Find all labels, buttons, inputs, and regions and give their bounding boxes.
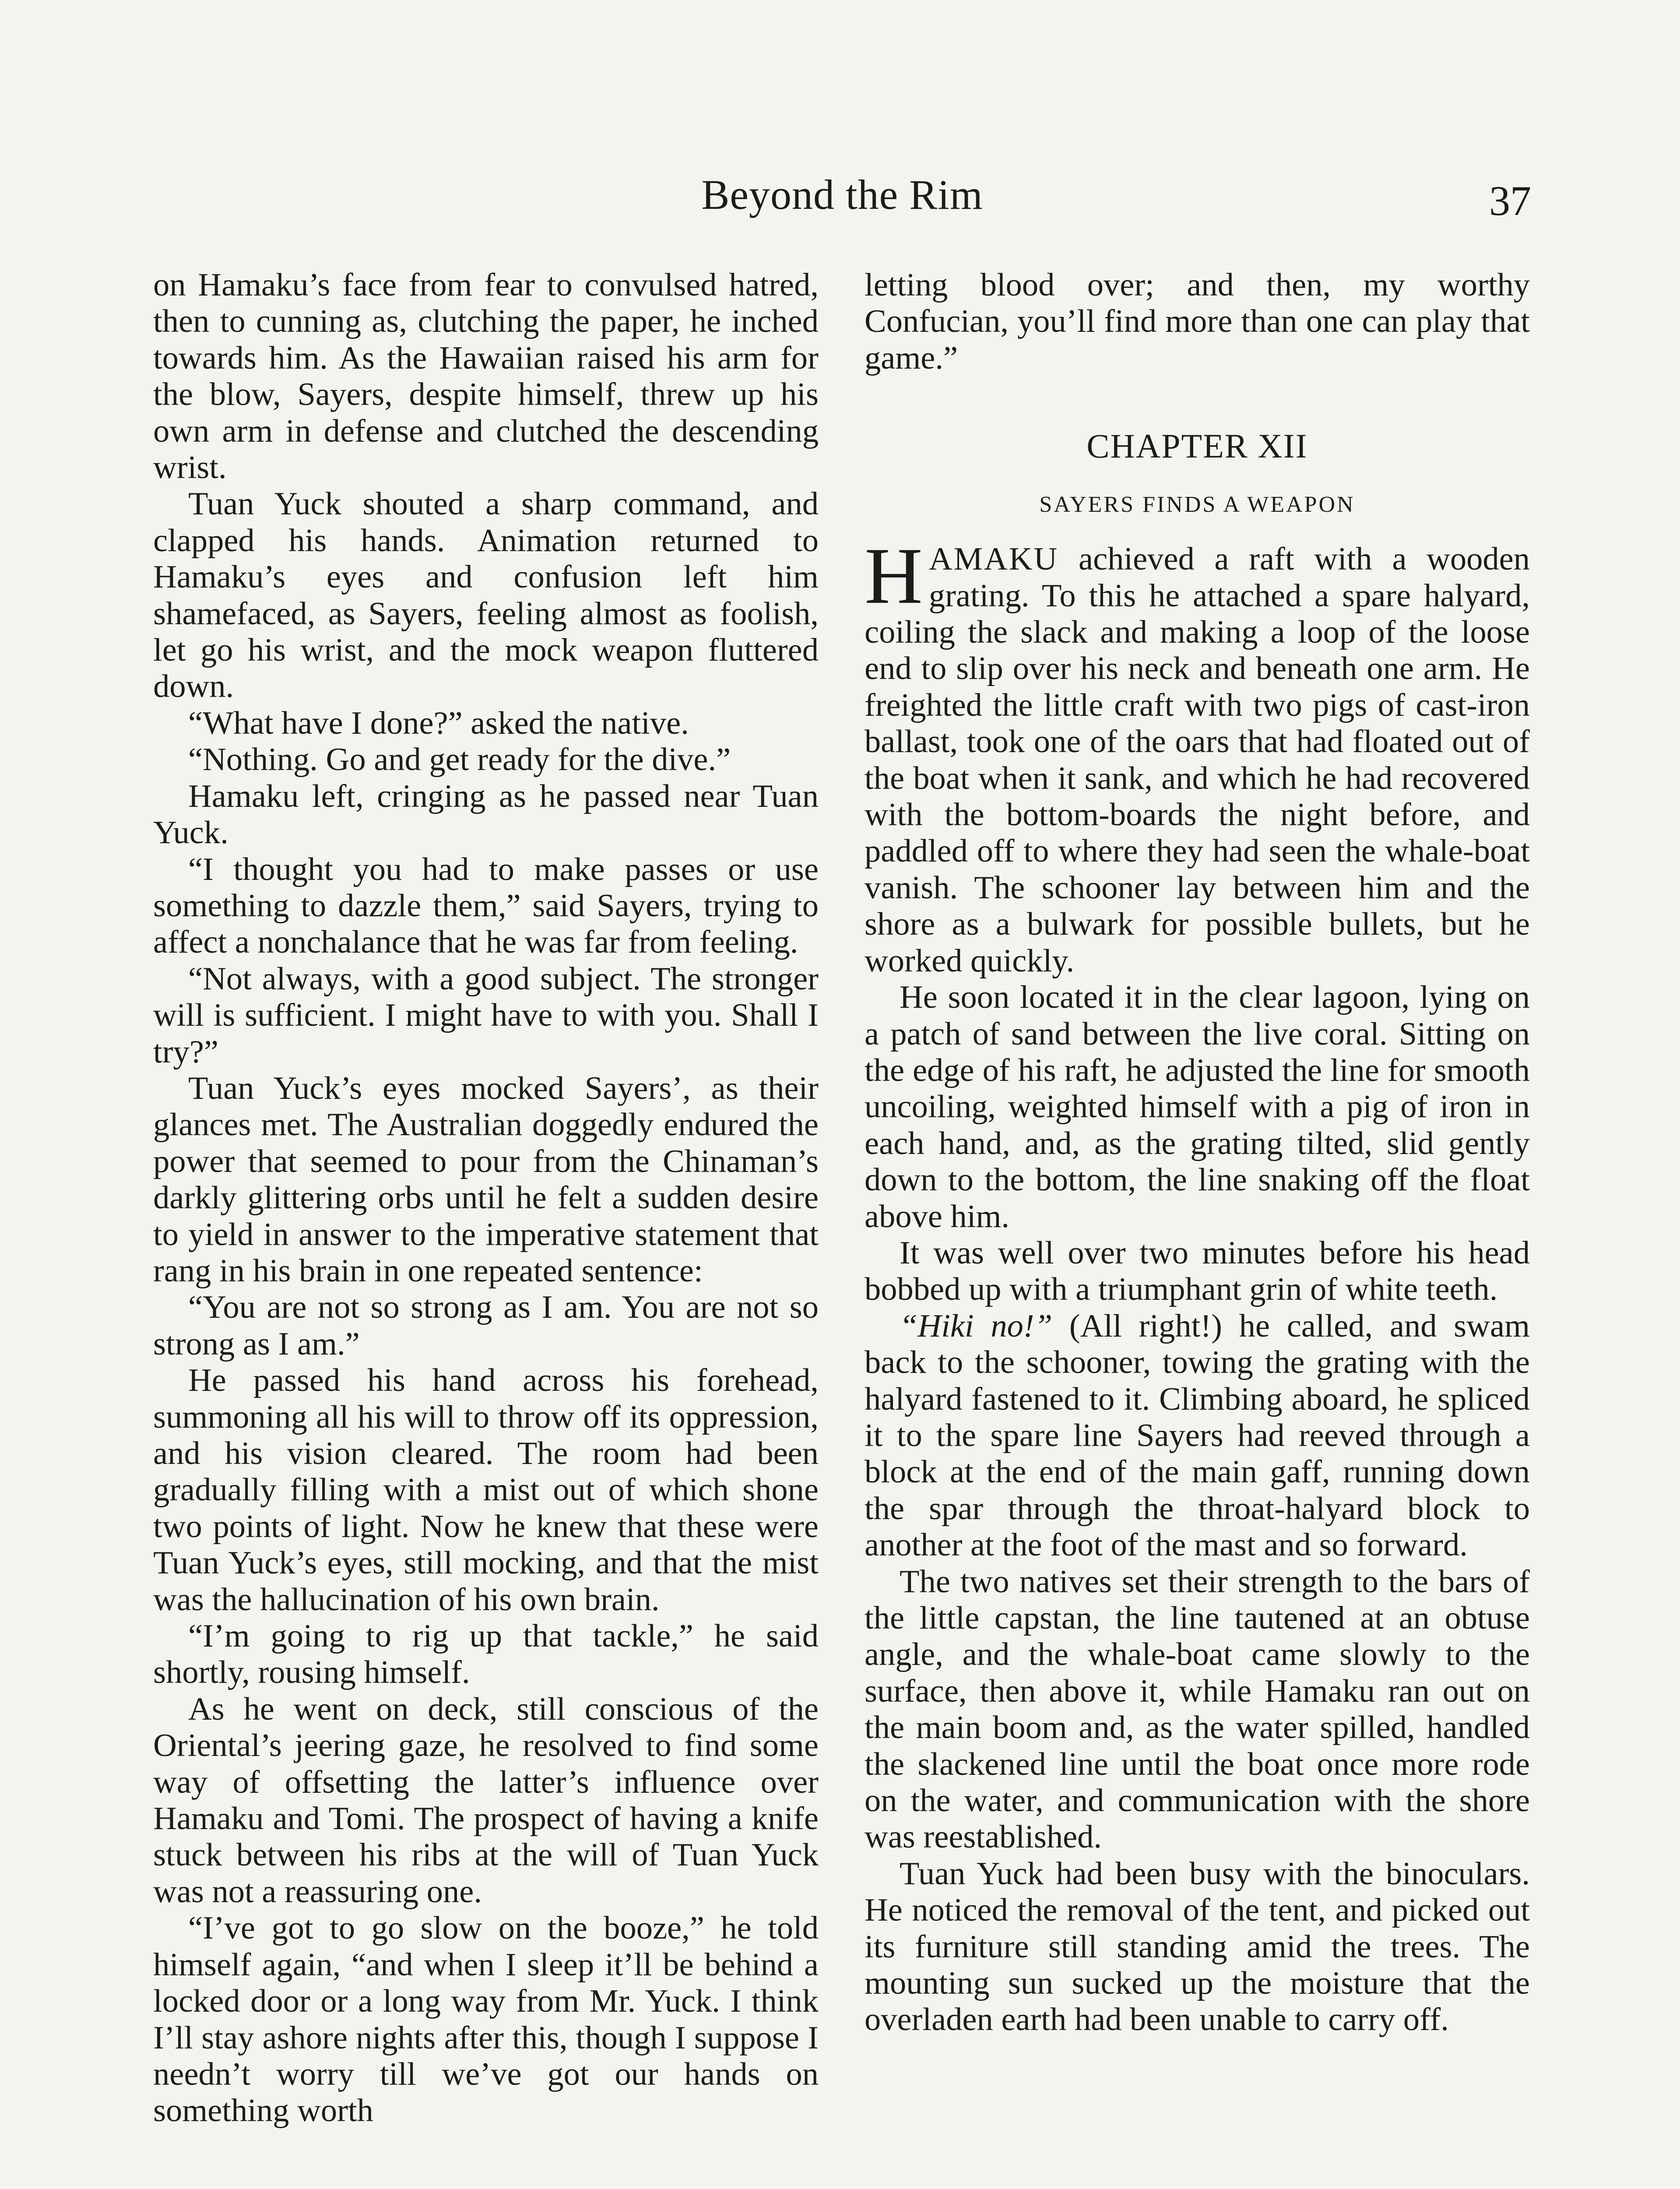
paragraph: He passed his hand across his forehead, summoning all his will to throw off its oppression, and his vision cleared. The room had been gradually filling with a mist out of which shone two points of light. Now he knew that these were Tuan Yuck’s eyes, still mocking, and that the mist was the hallucination of his own brain. [153,1362,819,1618]
paragraph: Tuan Yuck had been busy with the binoculars. He noticed the removal of the tent, and picked out its furniture still standing amid the trees. The mounting sun sucked up the moisture that the overladen earth had been unable to carry off. [865,1855,1530,2038]
paragraph: Hamaku left, cringing as he passed near Tuan Yuck. [153,778,819,851]
drop-cap: H [865,531,923,621]
chapter-subtitle: SAYERS FINDS A WEAPON [1039,492,1355,517]
paragraph: “I thought you had to make passes or use something to dazzle them,” said Sayers, trying to affect a nonchalance that he was far from feeling. [153,851,819,961]
paragraph: “Nothing. Go and get ready for the dive.” [188,742,731,778]
paragraph: As he went on deck, still conscious of the Oriental’s jeering gaze, he resolved to find some way of offsetting the latter’s influence over Hamaku and Tomi. The prospect of having a knife stuck between his ribs at the will of Tuan Yuck was not a reassuring one. [153,1691,819,1910]
paragraph: Tuan Yuck shouted a sharp command, and clapped his hands. Animation returned to Hamaku’s eyes and confusion left him shamefaced, as Sayers, feeling almost as foolish, let go his wrist, and the mock weapon fluttered down. [153,486,819,705]
paragraph [865,1308,1530,1564]
running-head [153,169,1531,224]
right-column [865,267,1530,2038]
opening-text: achieved a raft with a wooden grating. To this he attached a spare halyard, coiling the slack and making a loop of the loose end to slip over his neck and beneath one arm. He freighted the little craft with two pigs of cast-iron ballast, took one of the oars that had floated out of the boat when it sank, and which he had recovered with the bottom-boards the night before, and paddled off to where they had seen the whale-boat vanish. The schooner lay between him and the shore as a bulwark for possible bullets, but he worked quickly. [865,541,1530,979]
chapter-heading: CHAPTER XII [1086,427,1308,465]
paragraph: The two natives set their strength to the bars of the little capstan, the line tautened at an obtuse angle, and the whale-boat came slowly to the surface, then above it, while Hamaku ran out on the main boom and, as the water spilled, handled the slackened line until the boat once more rode on the water, and communication with the shore was reestablished. [865,1563,1530,1855]
running-title: Beyond the Rim [701,171,983,218]
paragraph: on Hamaku’s face from fear to convulsed hatred, then to cunning as, clutching the paper, he inched towards him. As the Hawaiian raised his arm for the blow, Sayers, despite himself, threw up his own arm in defense and clutched the descending wrist. [153,267,819,486]
paragraph: He soon located it in the clear lagoon, lying on a patch of sand between the live coral. Sitting on the edge of his raft, he adjusted the line for smooth uncoiling, weighted himself with a pig of iron in each hand, and, as the grating tilted, slid gently down to the bottom, the line snaking off the float above him. [865,979,1530,1235]
chapter-opening-paragraph [865,531,1530,979]
paragraph: “I’ve got to go slow on the booze,” he told himself again, “and when I sleep it’ll be behind a locked door or a long way from Mr. Yuck. I think I’ll stay ashore nights after this, though I suppose I needn’t worry till we’ve got our hands on something worth [153,1910,819,2129]
paragraph: “Not always, with a good subject. The stronger will is sufficient. I might have to with you. Shall I try?” [153,961,819,1070]
paragraph: “I’m going to rig up that tackle,” he said shortly, rousing himself. [153,1618,819,1691]
paragraph: It was well over two minutes before his head bobbed up with a triumphant grin of white teeth. [865,1235,1530,1308]
page-number: 37 [1489,177,1531,224]
left-column [153,267,819,2129]
paragraph: “What have I done?” asked the native. [188,705,689,741]
paragraph: letting blood over; and then, my worthy Confucian, you’ll find more than one can play that game.” [865,267,1530,376]
paragraph: “You are not so strong as I am. You are not so strong as I am.” [153,1289,819,1362]
hawaiian-phrase: “Hiki no!” [900,1308,1053,1344]
paragraph-text: (All right!) he called, and swam back to the schooner, towing the grating with the halyard fastened to it. Climbing aboard, he spliced it to the spare line Sayers had reeved through a block at the end of the main gaff, running down the spar through the throat-halyard block to another at the foot of the mast and so forward. [865,1308,1530,1563]
paragraph: Tuan Yuck’s eyes mocked Sayers’, as their glances met. The Australian doggedly endured the power that seemed to pour from the Chinaman’s darkly glittering orbs until he felt a sudden desire to yield in answer to the imperative statement that rang in his brain in one repeated sentence: [153,1070,819,1289]
opening-word: AMAKU [928,541,1059,577]
